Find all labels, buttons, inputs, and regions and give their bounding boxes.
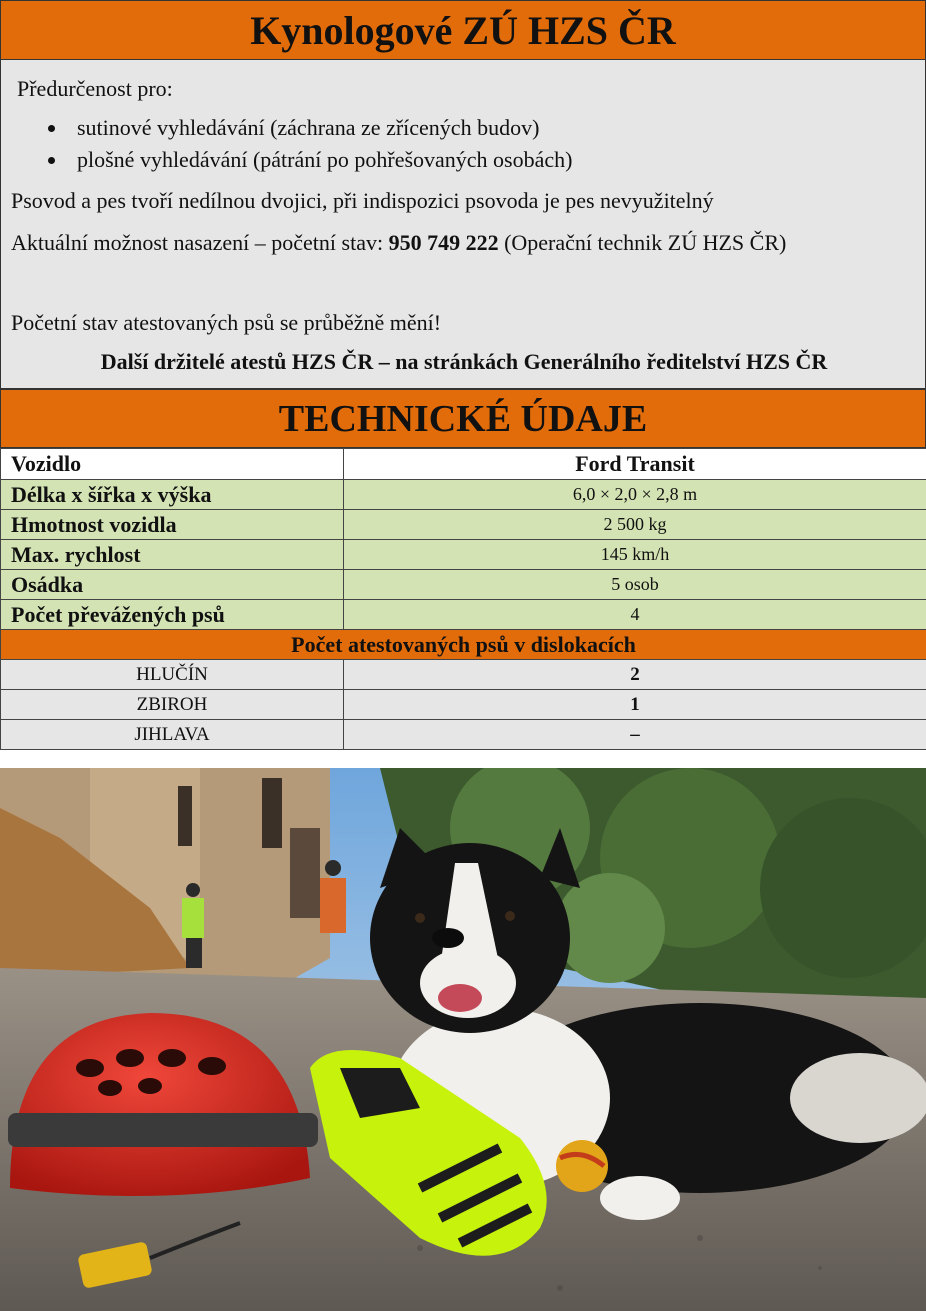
list-item: sutinové vyhledávání (záchrana ze zřícených budov) [1, 112, 572, 144]
change-note: Početní stav atestovaných psů se průběžně mění! [11, 310, 442, 335]
dislocation-place: HLUČÍN [1, 660, 344, 690]
pair-text: Psovod a pes tvoří nedílnou dvojici, při indispozici psovoda je pes nevyužitelný [11, 188, 714, 213]
info-section [0, 60, 926, 388]
spec-value: 4 [344, 600, 926, 630]
spec-label: Hmotnost vozidla [1, 510, 344, 540]
spec-label: Počet převážených psů [1, 600, 344, 630]
more-info-text: Další držitelé atestů HZS ČR – na stránkách Generálního ředitelství HZS ČR [100, 349, 828, 374]
spec-label: Max. rychlost [1, 540, 344, 570]
dislocation-heading: Počet atestovaných psů v dislokacích [1, 630, 926, 660]
vehicle-label: Vozidlo [1, 449, 344, 480]
table-row [1, 510, 926, 540]
table-row [1, 570, 926, 600]
spec-value: 145 km/h [344, 540, 926, 570]
list-item: plošné vyhledávání (pátrání po pohřešovaných osobách) [1, 144, 572, 176]
purpose-list [1, 112, 572, 176]
title-banner [0, 0, 926, 60]
dislocation-place: ZBIROH [1, 690, 344, 720]
table-row [1, 480, 926, 510]
technical-banner [0, 388, 926, 448]
spec-value: 2 500 kg [344, 510, 926, 540]
page-title: Kynologové ZÚ HZS ČR [250, 7, 676, 53]
table-row [1, 449, 926, 480]
dislocation-count: 2 [344, 660, 926, 690]
technical-heading: TECHNICKÉ ÚDAJE [278, 397, 648, 440]
table-row [1, 630, 926, 660]
spec-value: 6,0 × 2,0 × 2,8 m [344, 480, 926, 510]
intro-text: Předurčenost pro: [17, 76, 173, 101]
table-row [1, 690, 926, 720]
contact-phone: 950 749 222 [388, 230, 499, 255]
dislocation-place: JIHLAVA [1, 720, 344, 750]
contact-line [11, 230, 786, 256]
table-row [1, 600, 926, 630]
vehicle-value: Ford Transit [344, 449, 926, 480]
spec-value: 5 osob [344, 570, 926, 600]
rescue-dog-photo [0, 768, 926, 1311]
spec-table [0, 448, 926, 750]
dislocation-count: – [344, 720, 926, 750]
contact-suffix: (Operační technik ZÚ HZS ČR) [498, 230, 787, 255]
spec-label: Délka x šířka x výška [1, 480, 344, 510]
contact-prefix: Aktuální možnost nasazení – početní stav: [11, 230, 389, 255]
spec-label: Osádka [1, 570, 344, 600]
table-row [1, 720, 926, 750]
dislocation-count: 1 [344, 690, 926, 720]
table-row [1, 660, 926, 690]
table-row [1, 540, 926, 570]
